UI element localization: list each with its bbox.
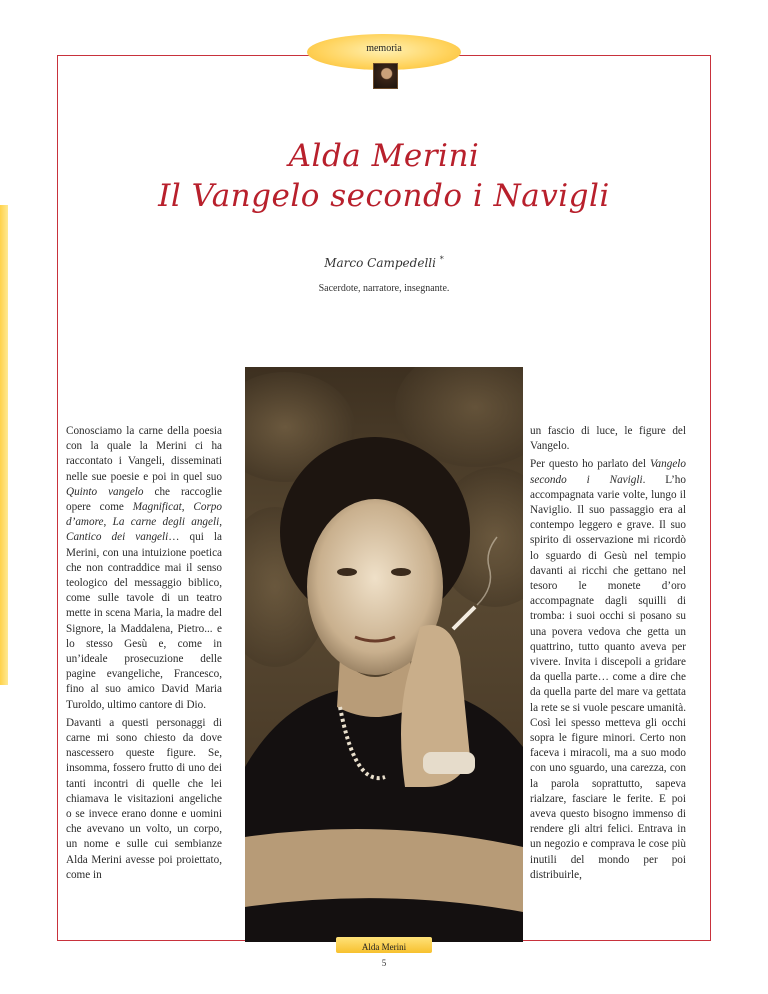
section-label: memoria xyxy=(366,43,402,54)
text-run: , xyxy=(219,516,223,529)
book-title: Quinto vangelo xyxy=(66,485,144,498)
text-run: … qui la Merini, con una intuizione poetica che non contraddice mai il senso teologico del messaggio biblico, come sulle tavole di un teatro mette in scena Maria, la madre del Signore, la Maddalena, Pietro... e lo stesso Gesù e, come in un’ideale prosecuzione delle pagine evangeliche, Francesco, fino al suo amico David Maria Turoldo, ultimo cantore di Dio. xyxy=(66,531,222,711)
author-thumbnail xyxy=(373,63,398,89)
book-title: Vangelo secondo i Navigli xyxy=(530,458,686,486)
book-title: Magnificat xyxy=(132,501,182,514)
article-column-left xyxy=(66,424,222,886)
article-subtitle: Il Vangelo secondo i Navigli xyxy=(158,178,610,214)
paragraph xyxy=(66,424,222,713)
running-title: Alda Merini xyxy=(361,942,407,952)
text-run: Conosciamo la carne della poesia con la quale la Merini ci ha raccontato i Vangeli, disseminati nelle sue poesie e poi in quel suo xyxy=(66,425,222,483)
article-column-right xyxy=(530,424,686,886)
text-run: , xyxy=(181,501,194,514)
author-byline xyxy=(0,255,768,270)
book-title: Corpo d’amore xyxy=(66,501,222,529)
paragraph: Davanti a questi personaggi di carne mi sono chiesto da dove nascessero queste figure. Se, insomma, fossero frutto di uno dei tanti incontri di quelle che lei chiamava le visitazioni angeliche o se invece erano donne e uomini che avevano un volto, un corpo, un nome e sulle cui sembianze Alda Merini avesse poi proiettato, come in xyxy=(66,716,222,881)
book-title: La carne degli angeli xyxy=(112,516,220,529)
text-run: Per questo ho parlato del xyxy=(530,458,650,471)
paragraph xyxy=(530,457,686,883)
article-title: Alda Merini xyxy=(288,138,480,174)
portrait-illustration xyxy=(245,367,523,942)
portrait-photo xyxy=(245,367,523,942)
text-run: . L’ho accompagnata varie volte, lungo il Naviglio. Il suo passaggio era al contempo leggero e grave. Il suo spirito di osservazione mi ricordò lo sguardo di Gesù nel tempio davanti ai ricchi che gettano nel tesoro le monete d’oro accompagnate dagli squilli di tromba: i suoi occhi si posano su una povera vedova che getta un quattrino, tutto quanto aveva per vivere. Invita i discepoli a gridare da quella parte… come a dire che da quella parte del mare va gettata la rete se si vuole pescare umanità. Così lei spesso metteva gli occhi sopra le figure minori. Certo non faceva i miracoli, ma a suo modo con uno sguardo, una carezza, con la parola soprattutto, sapeva rialzare, fasciare le ferite. E poi aveva questo bisogno immenso di rendere gli altri felici. Entrava in un negozio e comprava le cose più inutili del mondo per poi distribuirle, xyxy=(530,473,686,881)
author-name: Marco Campedelli xyxy=(324,256,436,270)
author-footnote-mark: * xyxy=(439,255,444,264)
margin-color-strip xyxy=(0,205,8,685)
author-role: Sacerdote, narratore, insegnante. xyxy=(318,283,450,294)
paragraph: un fascio di luce, le figure del Vangelo. xyxy=(530,425,686,453)
running-title-tag xyxy=(336,937,432,953)
text-run: , xyxy=(103,516,113,529)
text-run: che raccoglie opere come xyxy=(66,485,222,514)
page-number: 5 xyxy=(381,958,387,968)
book-title: Cantico dei vangeli xyxy=(66,531,169,544)
